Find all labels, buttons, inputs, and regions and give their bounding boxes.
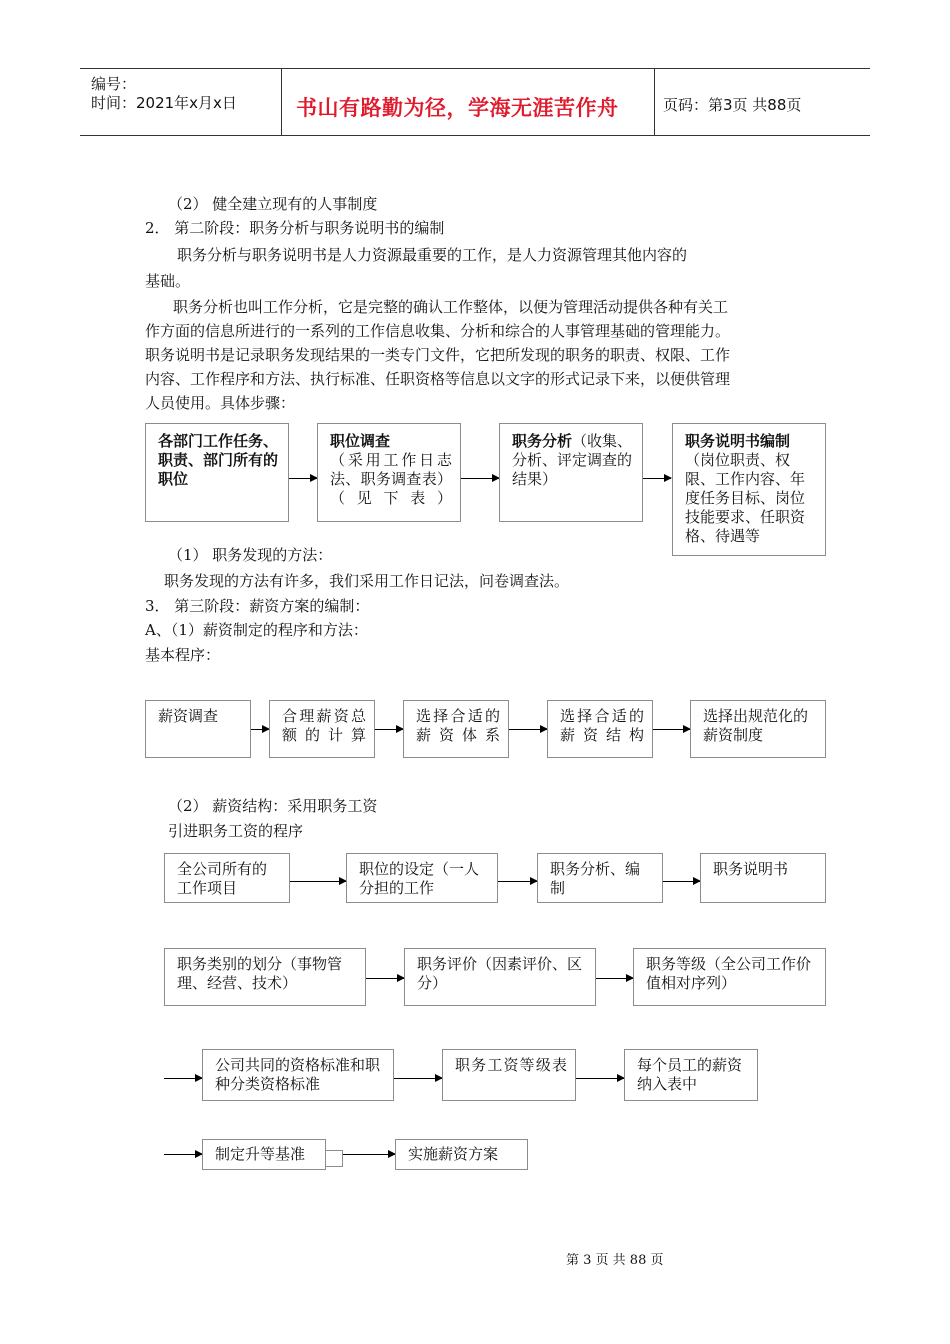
arrow-right <box>498 881 537 882</box>
text-line: （2） 健全建立现有的人事制度 <box>168 195 378 213</box>
flow-box <box>672 423 826 556</box>
box-text: （收集、分析、评定调查的结果） <box>512 432 633 488</box>
arrow-right <box>509 729 547 730</box>
text-line: 职务说明书是记录职务发现结果的一类专门文件，它把所发现的职务的职责、权限、工作 <box>145 346 731 364</box>
header-motto: 书山有路勤为径，学海无涯苦作舟 <box>296 96 619 120</box>
box-text: 选择合适的薪资体系 <box>416 707 500 744</box>
text-line: 作方面的信息所进行的一系列的工作信息收集、分析和综合的人事管理基础的管理能力。 <box>145 322 731 340</box>
flow-box <box>499 423 643 522</box>
page-info: 页码：第3页 共88页 <box>663 96 802 114</box>
box-text: 职务等级（全公司工作价值相对序列） <box>646 955 812 992</box>
box-text: 职务工资等级表 <box>455 1056 567 1074</box>
flow-box <box>395 1139 528 1170</box>
arrow-right <box>366 978 404 979</box>
text-line: 职务分析与职务说明书是人力资源最重要的工作，是人力资源管理其他内容的 <box>177 246 688 264</box>
flow-box <box>633 948 826 1006</box>
header-divider-left <box>281 68 282 136</box>
arrow-right <box>343 1154 395 1155</box>
box-text: （采用工作日志法、职务调查表）（见下表） <box>330 451 452 507</box>
header-bottom-rule <box>80 135 870 136</box>
arrow-right <box>375 729 403 730</box>
box-text: 职务类别的划分（事物管理、经营、技术） <box>177 955 343 992</box>
box-text: 职位的设定（一人分担的工作 <box>359 860 480 897</box>
box-text: 选择合适的薪资结构 <box>560 707 644 744</box>
arrow-right <box>394 1078 442 1079</box>
box-title: 职务说明书编制 <box>685 432 791 450</box>
box-text: 选择出规范化的薪资制度 <box>703 707 809 744</box>
box-title: 职务分析 <box>512 432 573 450</box>
flow-box <box>145 423 289 522</box>
text-line: 内容、工作程序和方法、执行标准、任职资格等信息以文字的形式记录下来，以便供管理 <box>145 370 731 388</box>
box-text: 薪资调查 <box>158 707 219 725</box>
arrow-right <box>251 729 269 730</box>
text-line: 基础。 <box>145 272 191 290</box>
arrow-right <box>289 478 317 479</box>
box-text: 职务说明书 <box>713 860 789 878</box>
box-text: 制定升等基准 <box>215 1145 306 1163</box>
arrow-right <box>164 1078 202 1079</box>
text-line: A、（1）薪资制定的程序和方法： <box>145 621 368 639</box>
arrow-right <box>164 1154 202 1155</box>
arrow-right <box>290 881 346 882</box>
arrow-right <box>643 478 671 479</box>
flow-box <box>442 1049 576 1101</box>
text-line: 人员使用。具体步骤： <box>145 394 296 412</box>
header-divider-right <box>654 68 655 136</box>
text-line: 职务发现的方法有许多，我们采用工作日记法，问卷调查法。 <box>164 572 570 590</box>
flow-box <box>346 853 498 903</box>
box-title: 职位调查 <box>330 432 391 450</box>
arrow-right <box>461 478 499 479</box>
arrow-right <box>663 881 700 882</box>
flow-box <box>624 1049 758 1101</box>
date-label: 时间：2021年x月x日 <box>91 94 237 112</box>
section-heading: 2． 第二阶段：职务分析与职务说明书的编制 <box>145 219 445 237</box>
arrow-right <box>596 978 633 979</box>
arrow-right <box>576 1078 624 1079</box>
arrow-right <box>653 729 690 730</box>
flow-box <box>164 948 366 1006</box>
box-text: 职务评价（因素评价、区分） <box>417 955 583 992</box>
box-text: 全公司所有的工作项目 <box>177 860 268 897</box>
box-title: 各部门工作任务、职责、部门所有的职位 <box>158 432 279 488</box>
flow-box <box>547 700 653 758</box>
box-text: 实施薪资方案 <box>408 1145 499 1163</box>
box-text: 每个员工的薪资纳入表中 <box>637 1056 743 1093</box>
box-text: （岗位职责、权限、工作内容、年度任务目标、岗位技能要求、任职资格、待遇等 <box>685 451 806 545</box>
flow-box <box>145 700 251 758</box>
flow-box <box>700 853 826 903</box>
page-footer: 第 3 页 共 88 页 <box>566 1253 664 1268</box>
flow-box <box>317 423 461 522</box>
text-line: （1） 职务发现的方法： <box>168 546 333 564</box>
flow-box <box>164 853 290 903</box>
section-heading: 3． 第三阶段：薪资方案的编制： <box>145 597 370 615</box>
box-text: 合理薪资总额的计算 <box>282 707 366 744</box>
connector-notch <box>326 1150 343 1167</box>
header-top-rule <box>80 68 870 69</box>
serial-label: 编号： <box>91 75 137 93</box>
text-line: 引进职务工资的程序 <box>168 822 304 840</box>
text-line: 职务分析也叫工作分析，它是完整的确认工作整体，以便为管理活动提供各种有关工 <box>173 298 729 316</box>
flow-box <box>202 1049 394 1101</box>
box-text: 公司共同的资格标准和职种分类资格标准 <box>215 1056 381 1093</box>
box-text: 职务分析、编制 <box>550 860 641 897</box>
flow-box <box>537 853 663 903</box>
flow-box <box>404 948 596 1006</box>
flow-box <box>690 700 826 758</box>
text-line: （2） 薪资结构：采用职务工资 <box>168 797 378 815</box>
flow-box <box>202 1139 326 1170</box>
flow-box <box>403 700 509 758</box>
flow-box <box>269 700 375 758</box>
text-line: 基本程序： <box>145 646 221 664</box>
